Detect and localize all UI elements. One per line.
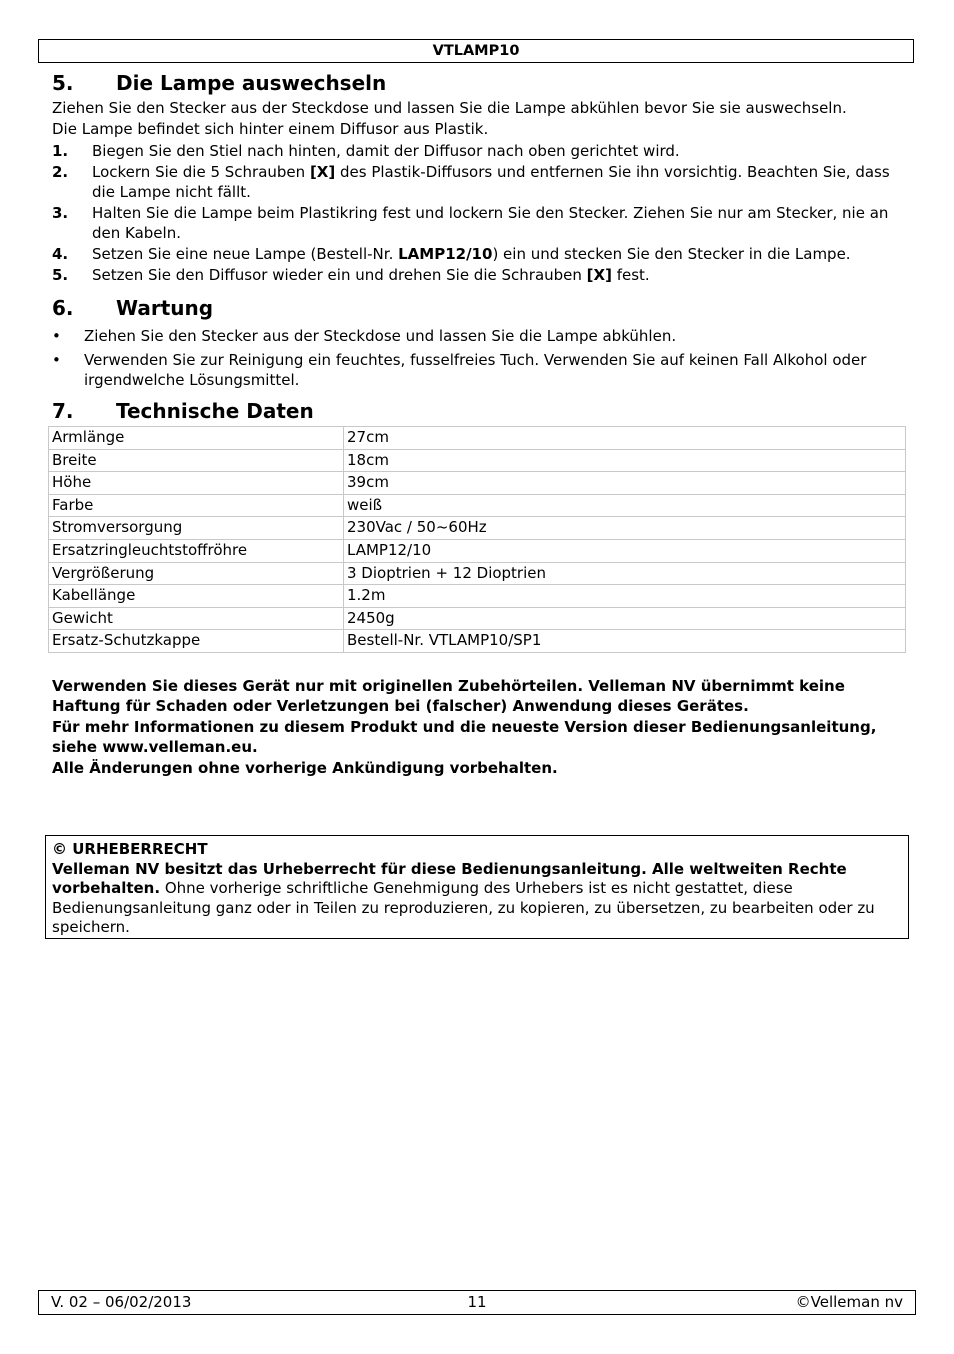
section-5-heading xyxy=(52,68,908,98)
step-number: 2. xyxy=(52,163,69,181)
copyright-heading: © URHEBERRECHT xyxy=(52,840,208,858)
table-row xyxy=(49,449,906,472)
footer-page-number: 11 xyxy=(467,1293,487,1311)
list-item xyxy=(52,203,908,243)
spec-value: 18cm xyxy=(344,449,906,472)
spec-value: 230Vac / 50~60Hz xyxy=(344,517,906,540)
spec-value: Bestell-Nr. VTLAMP10/SP1 xyxy=(344,630,906,653)
notice-line-3: Alle Änderungen ohne vorherige Ankündigung vorbehalten. xyxy=(52,758,558,777)
bullet-text: Ziehen Sie den Stecker aus der Steckdose und lassen Sie die Lampe abkühlen. xyxy=(84,327,677,345)
spec-key: Ersatzringleuchtstoffröhre xyxy=(49,539,344,562)
section-5-intro-2: Die Lampe befindet sich hinter einem Diffusor aus Plastik. xyxy=(52,120,489,138)
step-text: Lockern Sie die 5 Schrauben [X] des Plastik-Diffusors und entfernen Sie ihn vorsichtig. Beachten Sie, dass die Lampe nicht fällt. xyxy=(92,163,890,201)
spec-value: LAMP12/10 xyxy=(344,539,906,562)
table-row xyxy=(49,427,906,450)
table-row xyxy=(49,539,906,562)
step-number: 5. xyxy=(52,266,69,284)
replacement-steps xyxy=(52,141,908,285)
section-6-heading xyxy=(52,293,908,323)
maintenance-list xyxy=(52,326,908,390)
spec-key: Vergrößerung xyxy=(49,562,344,585)
footer-company: ©Velleman nv xyxy=(795,1293,903,1311)
table-row xyxy=(49,585,906,608)
notice-line-2: Für mehr Informationen zu diesem Produkt und die neueste Version dieser Bedienungsanleitung, siehe www.velleman.eu. xyxy=(52,717,877,757)
spec-table xyxy=(48,426,906,653)
step-text: Setzen Sie eine neue Lampe (Bestell-Nr. LAMP12/10) ein und stecken Sie den Stecker in die Lampe. xyxy=(92,245,851,263)
header-title: VTLAMP10 xyxy=(432,43,520,59)
step-number: 3. xyxy=(52,204,69,222)
bullet-text: Verwenden Sie zur Reinigung ein feuchtes, fusselfreies Tuch. Verwenden Sie auf keinen Fall Alkohol oder irgendwelche Lösungsmittel. xyxy=(84,351,867,389)
legal-notice xyxy=(52,676,908,779)
bullet-icon: • xyxy=(52,351,61,369)
section-7-heading xyxy=(52,396,908,426)
spec-key: Höhe xyxy=(49,472,344,495)
spec-value: 2450g xyxy=(344,607,906,630)
spec-value: 27cm xyxy=(344,427,906,450)
spec-key: Ersatz-Schutzkappe xyxy=(49,630,344,653)
list-item xyxy=(52,265,908,285)
section-title: Technische Daten xyxy=(116,399,314,423)
spec-key: Kabellänge xyxy=(49,585,344,608)
step-number: 1. xyxy=(52,142,69,160)
spec-key: Armlänge xyxy=(49,427,344,450)
spec-key: Breite xyxy=(49,449,344,472)
section-title: Die Lampe auswechseln xyxy=(116,71,387,95)
page-footer xyxy=(38,1290,916,1315)
copyright-box xyxy=(45,835,909,939)
page-header xyxy=(38,39,914,63)
table-row xyxy=(49,517,906,540)
table-row xyxy=(49,562,906,585)
spec-value: weiß xyxy=(344,494,906,517)
section-5-intro-1: Ziehen Sie den Stecker aus der Steckdose und lassen Sie die Lampe abkühlen bevor Sie sie auswechseln. xyxy=(52,99,847,117)
table-row xyxy=(49,472,906,495)
spec-value: 39cm xyxy=(344,472,906,495)
section-number: 7. xyxy=(52,399,74,423)
table-row xyxy=(49,607,906,630)
step-text: Setzen Sie den Diffusor wieder ein und drehen Sie die Schrauben [X] fest. xyxy=(92,266,650,284)
step-text: Halten Sie die Lampe beim Plastikring fest und lockern Sie den Stecker. Ziehen Sie nur am Stecker, nie an den Kabeln. xyxy=(92,204,889,242)
list-item xyxy=(52,326,908,346)
spec-key: Stromversorgung xyxy=(49,517,344,540)
section-title: Wartung xyxy=(116,296,214,320)
spec-value: 3 Dioptrien + 12 Dioptrien xyxy=(344,562,906,585)
document-body xyxy=(52,68,908,778)
section-number: 6. xyxy=(52,296,74,320)
list-item xyxy=(52,244,908,264)
table-row xyxy=(49,630,906,653)
list-item xyxy=(52,141,908,161)
step-text: Biegen Sie den Stiel nach hinten, damit der Diffusor nach oben gerichtet wird. xyxy=(92,142,680,160)
table-row xyxy=(49,494,906,517)
bullet-icon: • xyxy=(52,327,61,345)
list-item xyxy=(52,162,908,202)
spec-key: Farbe xyxy=(49,494,344,517)
copyright-text: Velleman NV besitzt das Urheberrecht für diese Bedienungsanleitung. Alle weltweiten Rechte vorbehalten. Ohne vorherige schriftliche Genehmigung des Urhebers ist es nicht gestattet, diese Bedienungsanleitung ganz oder in Teilen zu reproduzieren, zu kopieren, zu übersetzen, zu bearbeiten oder zu speichern. xyxy=(52,859,875,936)
spec-value: 1.2m xyxy=(344,585,906,608)
list-item xyxy=(52,350,908,390)
section-number: 5. xyxy=(52,71,74,95)
spec-key: Gewicht xyxy=(49,607,344,630)
notice-line-1: Verwenden Sie dieses Gerät nur mit originellen Zubehörteilen. Velleman NV übernimmt keine Haftung für Schaden oder Verletzungen bei (falscher) Anwendung dieses Gerätes. xyxy=(52,676,845,716)
step-number: 4. xyxy=(52,245,69,263)
footer-version: V. 02 – 06/02/2013 xyxy=(51,1293,192,1311)
